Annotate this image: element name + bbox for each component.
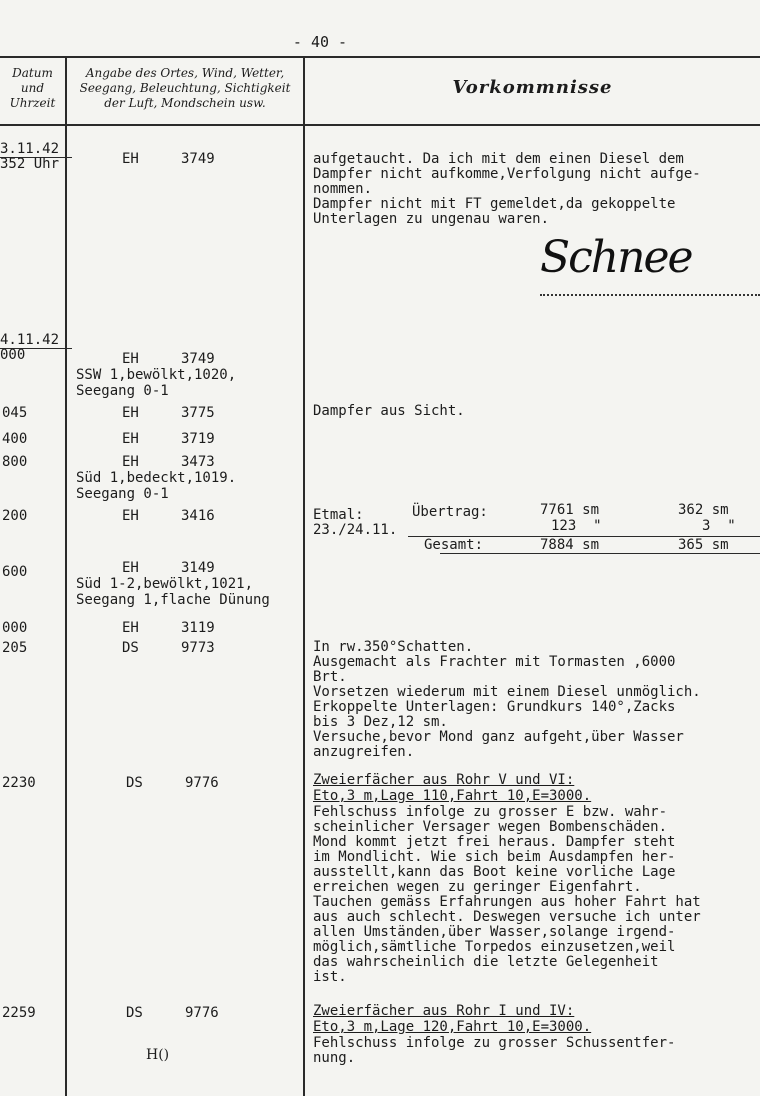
event-entry: aufgetaucht. Da ich mit dem einen Diesel dem Dampfer nicht aufkomme,Verfolgung nicht aufge- nommen. Dampfer nicht mit FT gemeldet,da gekoppelte Unterlagen zu ungenau waren. <box>313 151 701 227</box>
header-position-weather <box>67 66 303 111</box>
date-entry: 4.11.42 <box>0 332 60 348</box>
weather-entry: Süd 1-2,bewölkt,1021, <box>76 576 254 592</box>
submerged-carryover: 362 sm <box>678 502 729 518</box>
sum-rule-bottom <box>440 553 760 554</box>
position-entry: EH 3119 <box>122 620 215 636</box>
signature-dotted-line <box>540 294 760 296</box>
header-line: Datum <box>12 66 53 80</box>
gesamt-label: Gesamt: <box>424 537 484 553</box>
column-rule-1 <box>65 56 67 1096</box>
seastate-entry: Seegang 1,flache Dünung <box>76 592 270 608</box>
position-entry: EH 3749 <box>122 351 215 367</box>
distance-carryover: 7761 sm <box>540 502 600 518</box>
event-heading: Zweierfächer aus Rohr V und VI: <box>313 772 575 788</box>
time-entry: 000 <box>0 347 26 363</box>
header-bottom-rule <box>0 124 760 126</box>
uebertrag-label: Übertrag: <box>412 504 488 520</box>
position-entry: DS 9776 <box>126 1005 219 1021</box>
header-line: und <box>20 81 45 95</box>
time-entry: 600 <box>2 564 28 580</box>
position-entry: EH 3473 <box>122 454 215 470</box>
seastate-entry: Seegang 0-1 <box>76 383 169 399</box>
time-entry: 000 <box>2 620 28 636</box>
position-entry: DS 9776 <box>126 775 219 791</box>
page-number: - 40 - <box>292 33 348 51</box>
header-top-rule <box>0 56 760 58</box>
position-entry: DS 9773 <box>122 640 215 656</box>
event-subheading: Eto,3 m,Lage 120,Fahrt 10,E=3000. <box>313 1019 592 1035</box>
event-entry: Fehlschuss infolge zu grosser E bzw. wahr- scheinlicher Versager wegen Bombenschäden. Mond kommt jetzt frei heraus. Dampfer steht im Mondlicht. Wie sich beim Ausdampfen her- ausstellt,kann das Boot keine vorliche Lage erreichen wegen zu geringer Eigenfahrt. Tauchen gemäss Erfahrungen aus hoher Fahrt hat aus auch schlecht. Deswegen versuche ich unter allen Umständen,über Wasser,solange irgend- möglich,sämtliche Torpedos einzusetzen,weil das wahrscheinlich die letzte Gelegenheit ist. <box>313 804 701 985</box>
event-subheading: Eto,3 m,Lage 110,Fahrt 10,E=3000. <box>313 788 592 804</box>
position-entry: EH 3749 <box>122 151 215 167</box>
position-entry: EH 3719 <box>122 431 215 447</box>
sum-rule <box>408 536 760 537</box>
time-entry: 205 <box>2 640 28 656</box>
submerged-day: 3 " <box>702 518 736 534</box>
margin-note: H() <box>146 1047 170 1063</box>
time-entry: 800 <box>2 454 28 470</box>
header-line: der Luft, Mondschein usw. <box>104 96 266 110</box>
seastate-entry: Seegang 0-1 <box>76 486 169 502</box>
event-entry: In rw.350°Schatten. Ausgemacht als Frachter mit Tormasten ,6000 Brt. Vorsetzen wiederum mit einem Diesel unmöglich. Erkoppelte Unterlagen: Grundkurs 140°,Zacks bis 3 Dez,12 sm. Versuche,bevor Mond ganz aufgeht,über Wasser anzugreifen. <box>313 639 701 760</box>
weather-entry: SSW 1,bewölkt,1020, <box>76 367 237 383</box>
event-heading: Zweierfächer aus Rohr I und IV: <box>313 1003 575 1019</box>
time-entry: 400 <box>2 431 28 447</box>
position-entry: EH 3416 <box>122 508 215 524</box>
event-entry: Fehlschuss infolge zu grosser Schussentfer- nung. <box>313 1035 676 1066</box>
column-rule-2 <box>303 56 305 1096</box>
event-entry: Dampfer aus Sicht. <box>313 403 465 419</box>
distance-total: 7884 sm <box>540 537 600 553</box>
distance-day: 123 " <box>551 518 602 534</box>
header-line: Uhrzeit <box>9 96 56 110</box>
header-line: Seegang, Beleuchtung, Sichtigkeit <box>79 81 291 95</box>
time-entry: 200 <box>2 508 28 524</box>
position-entry: EH 3775 <box>122 405 215 421</box>
header-events: Vorkommnisse <box>452 77 613 98</box>
time-entry: 2259 <box>2 1005 36 1021</box>
time-entry: 045 <box>2 405 28 421</box>
submerged-total: 365 sm <box>678 537 729 553</box>
header-date-time <box>0 66 65 111</box>
etmal-label: Etmal: 23./24.11. <box>313 507 398 538</box>
header-line: Angabe des Ortes, Wind, Wetter, <box>85 66 285 80</box>
weather-entry: Süd 1,bedeckt,1019. <box>76 470 237 486</box>
time-entry: 2230 <box>2 775 36 791</box>
date-entry: 3.11.42 <box>0 141 60 157</box>
time-entry: 352 Uhr <box>0 156 60 172</box>
position-entry: EH 3149 <box>122 560 215 576</box>
signature: Schnee <box>540 232 692 283</box>
